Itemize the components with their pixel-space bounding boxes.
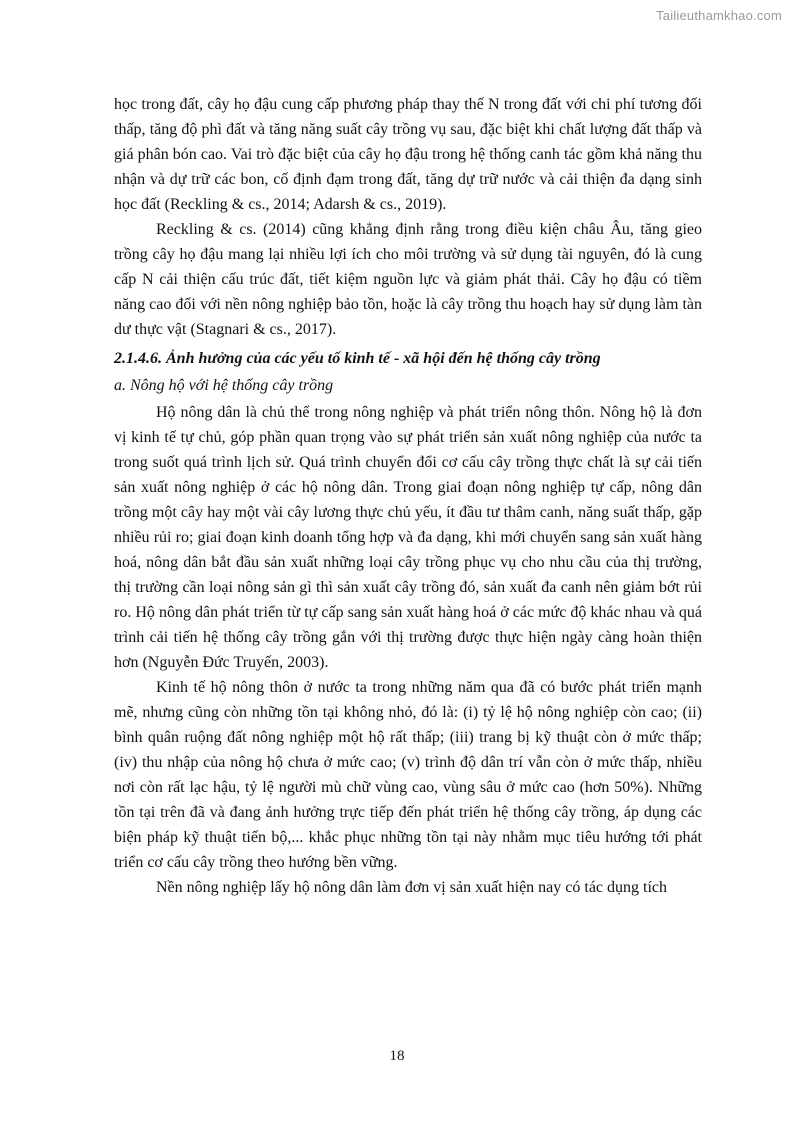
- paragraph: Hộ nông dân là chủ thể trong nông nghiệp và phát triển nông thôn. Nông hộ là đơn vị kinh tế tự chủ, góp phần quan trọng vào sự phát triển sản xuất nông nghiệp của nước ta trong suốt quá trình lịch sử. Quá trình chuyển đổi cơ cấu cây trồng thực chất là sự cải tiến sản xuất nông nghiệp ở các hộ nông dân. Trong giai đoạn nông nghiệp tự cấp, nông dân trồng một cây hay một vài cây lương thực chủ yếu, ít đầu tư thâm canh, năng suất thấp, gặp nhiều rủi ro; giai đoạn kinh doanh tổng hợp và đa dạng, khi mới chuyển sang sản xuất hàng hoá, nông dân bắt đầu sản xuất những loại cây trồng phục vụ cho nhu cầu của thị trường, thị trường cần loại nông sản gì thì sản xuất cây trồng đó, sản xuất đa canh nên giảm bớt rủi ro. Hộ nông dân phát triển từ tự cấp sang sản xuất hàng hoá ở các mức độ khác nhau và quá trình cải tiến hệ thống cây trồng gắn với thị trường được thực hiện ngày càng hoàn thiện hơn (Nguyễn Đức Truyến, 2003).: [114, 404, 702, 671]
- paragraph: Reckling & cs. (2014) cũng khẳng định rằng trong điều kiện châu Âu, tăng gieo trồng cây họ đậu mang lại nhiều lợi ích cho môi trường và sử dụng tài nguyên, đó là cung cấp N cải thiện cấu trúc đất, tiết kiệm nguồn lực và giảm phát thải. Cây họ đậu có tiềm năng cao đối với nền nông nghiệp bảo tồn, hoặc là cây trồng thu hoạch hay sử dụng làm tàn dư thực vật (Stagnari & cs., 2017).: [114, 221, 702, 338]
- subsection-heading: a. Nông hộ với hệ thống cây trồng: [114, 377, 334, 394]
- site-watermark: Tailieuthamkhao.com: [656, 8, 782, 23]
- paragraph: Nền nông nghiệp lấy hộ nông dân làm đơn vị sản xuất hiện nay có tác dụng tích: [156, 879, 668, 896]
- paragraph: học trong đất, cây họ đậu cung cấp phương pháp thay thế N trong đất với chi phí tương đối thấp, tăng độ phì đất và tăng năng suất cây trồng vụ sau, đặc biệt khi chất lượng đất thấp và giá phân bón cao. Vai trò đặc biệt của cây họ đậu trong hệ thống canh tác gồm khả năng thu nhận và dự trữ các bon, cố định đạm trong đất, tăng dự trữ nước và cải thiện đa dạng sinh học đất (Reckling & cs., 2014; Adarsh & cs., 2019).: [114, 96, 702, 213]
- page-content: [114, 92, 702, 900]
- section-heading: 2.1.4.6. Ảnh hưởng của các yếu tố kinh tế - xã hội đến hệ thống cây trồng: [114, 350, 601, 367]
- paragraph: Kinh tế hộ nông thôn ở nước ta trong những năm qua đã có bước phát triển mạnh mẽ, nhưng cũng còn những tồn tại không nhỏ, đó là: (i) tỷ lệ hộ nông nghiệp còn cao; (ii) bình quân ruộng đất nông nghiệp một hộ rất thấp; (iii) trang bị kỹ thuật còn ở mức thấp; (iv) thu nhập của nông hộ chưa ở mức cao; (v) trình độ dân trí vẫn còn ở mức thấp, nhiều nơi còn rất lạc hậu, tỷ lệ người mù chữ vùng cao, vùng sâu ở mức cao (hơn 50%). Những tồn tại trên đã và đang ảnh hưởng trực tiếp đến phát triển hệ thống cây trồng, áp dụng các biện pháp kỹ thuật tiến bộ,... khắc phục những tồn tại này nhằm mục tiêu hướng tới phát triển cơ cấu cây trồng theo hướng bền vững.: [114, 679, 702, 871]
- page-number: 18: [389, 1048, 405, 1064]
